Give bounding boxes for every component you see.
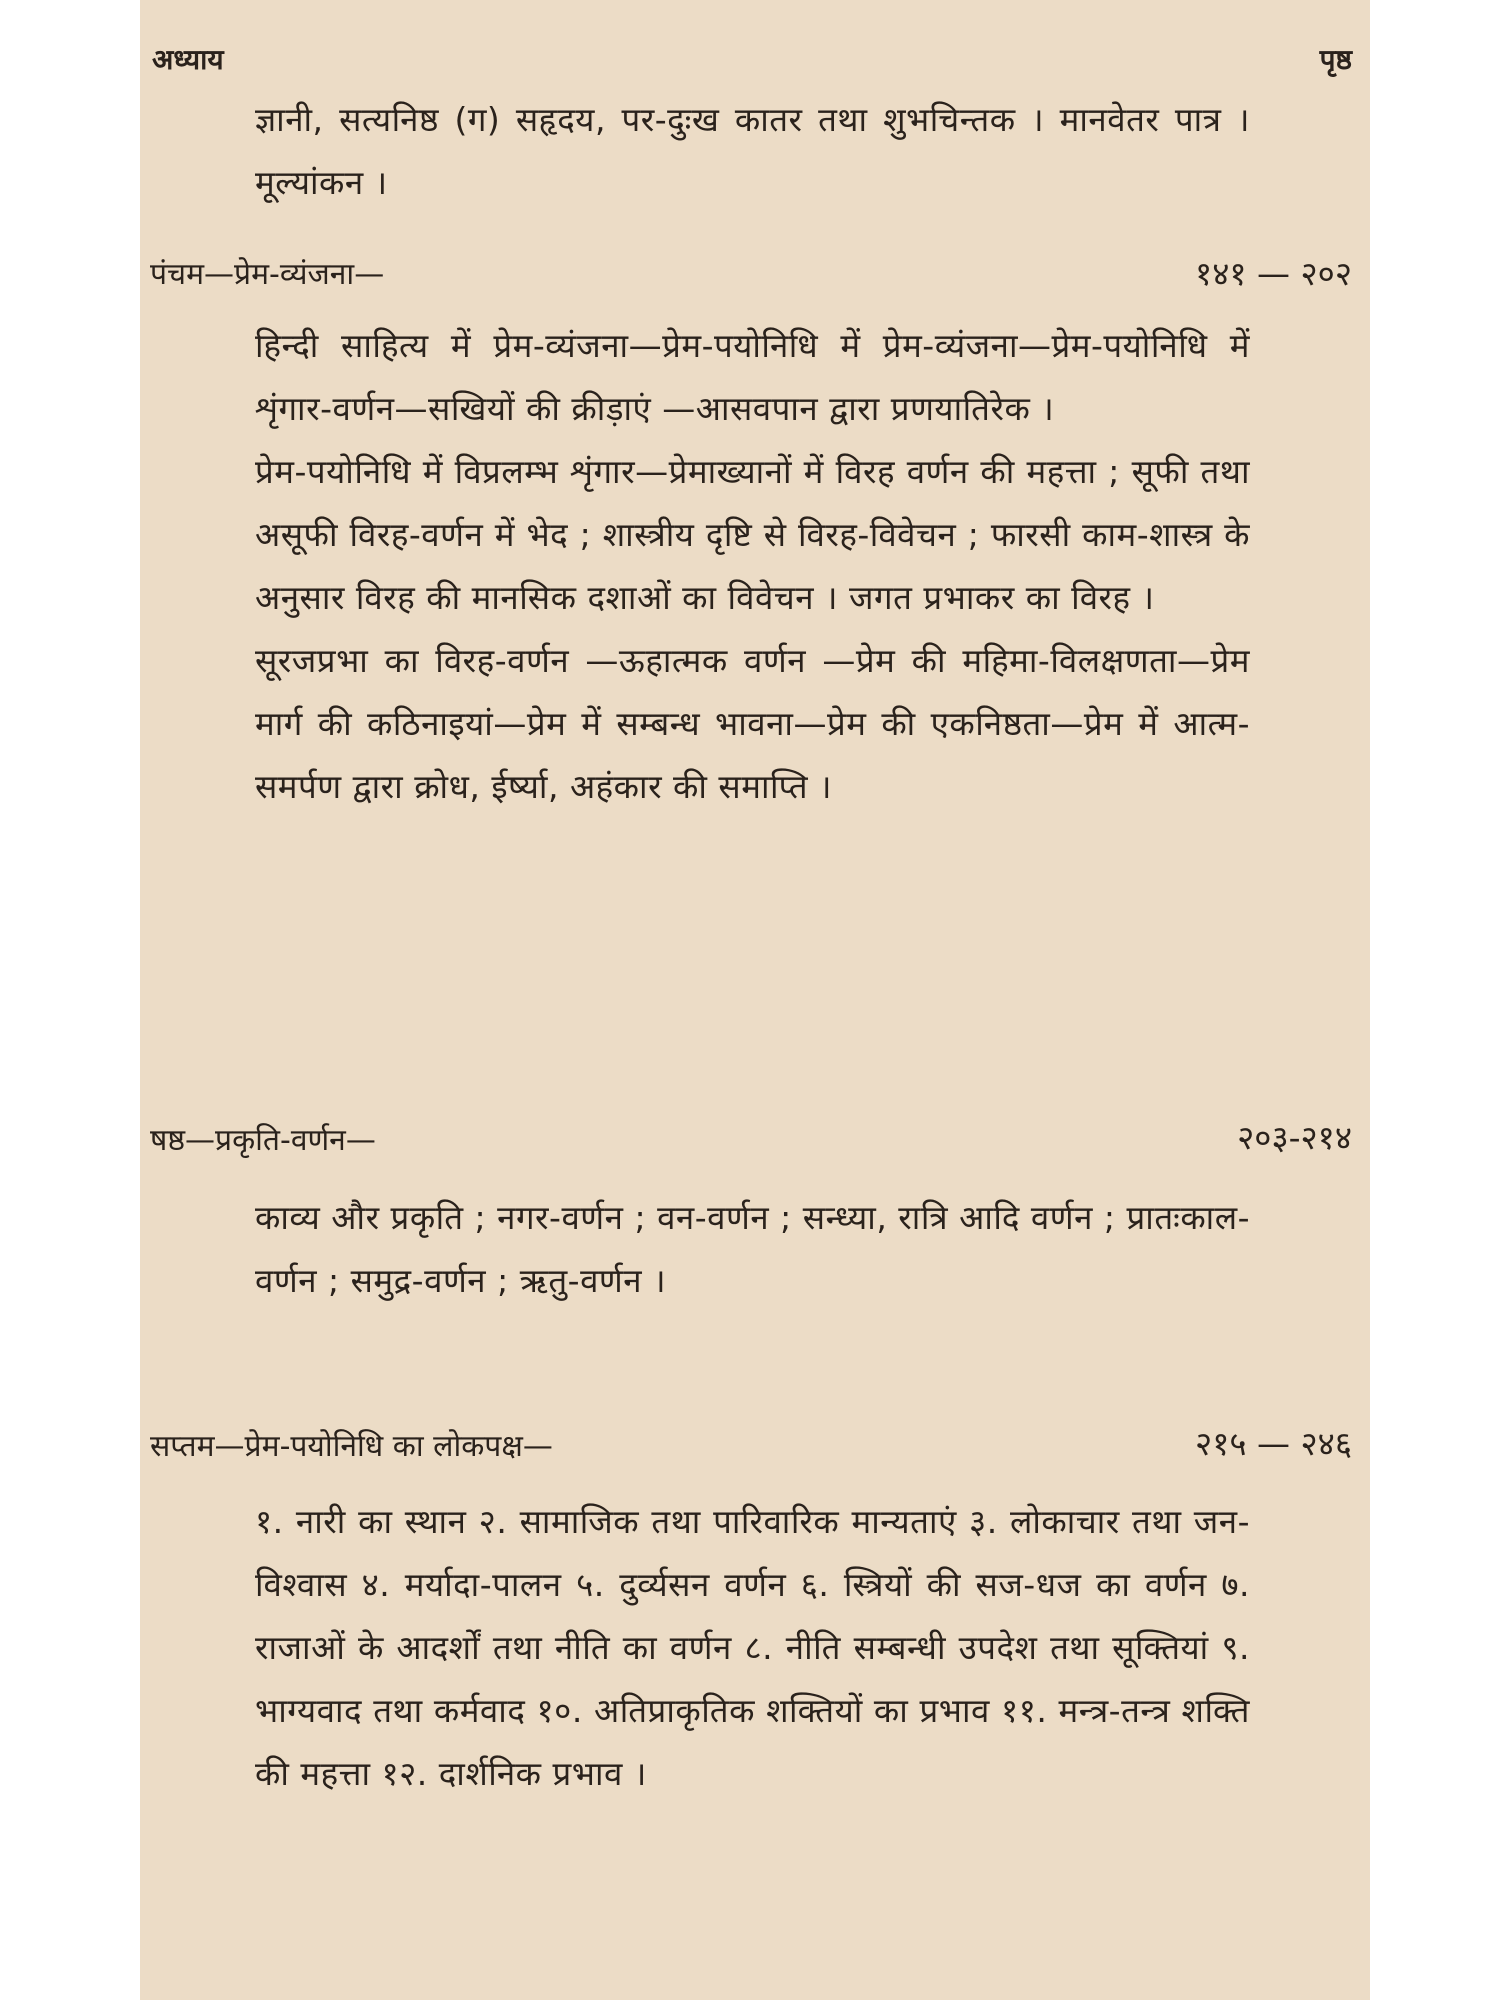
column-header-chapter: अध्याय (152, 43, 224, 76)
chapter-6-pages: २०३-२१४ (1237, 1118, 1352, 1157)
chapter-7-paragraph-1: १. नारी का स्थान २. सामाजिक तथा पारिवारिक मान्यताएं ३. लोकाचार तथा जन-विश्वास ४. मर्यादा-पालन ५. दुर्व्यसन वर्णन ६. स्त्रियों की सज-धज का वर्णन ७. राजाओं के आदर्शों तथा नीति का वर्णन ८. नीति सम्बन्धी उपदेश तथा सूक्तियां ९. भाग्यवाद तथा कर्मवाद १०. अतिप्राकृतिक शक्तियों का प्रभाव ११. मन्त्र-तन्त्र शक्ति की महत्ता १२. दार्शनिक प्रभाव । (255, 1502, 1250, 1793)
chapter-7-body (255, 1490, 1250, 1805)
chapter-5-title: पंचम—प्रेम-व्यंजना— (150, 257, 385, 292)
chapter-5-paragraph-1: हिन्दी साहित्य में प्रेम-व्यंजना—प्रेम-पयोनिधि में प्रेम-व्यंजना—प्रेम-पयोनिधि में शृंगार-वर्णन—सखियों की क्रीड़ाएं —आसवपान द्वारा प्रणयातिरेक । (255, 326, 1250, 428)
intro-paragraph: ज्ञानी, सत्यनिष्ठ (ग) सहृदय, पर-दुःख कातर तथा शुभचिन्तक । मानवेतर पात्र । मूल्यांकन । (255, 100, 1250, 202)
chapter-5-body (255, 314, 1250, 818)
book-page (140, 0, 1370, 2000)
chapter-6-title: षष्ठ—प्रकृति-वर्णन— (150, 1123, 376, 1158)
chapter-7-title: सप्तम—प्रेम-पयोनिधि का लोकपक्ष— (150, 1429, 553, 1464)
chapter-5-paragraph-3: सूरजप्रभा का विरह-वर्णन —ऊहात्मक वर्णन —प्रेम की महिमा-विलक्षणता—प्रेम मार्ग की कठिनाइयां—प्रेम में सम्बन्ध भावना—प्रेम की एकनिष्ठता—प्रेम में आत्म-समर्पण द्वारा क्रोध, ईर्ष्या, अहंकार की समाप्ति । (255, 641, 1250, 806)
chapter-7-pages: २१५ — २४६ (1195, 1424, 1352, 1463)
column-header-page: पृष्ठ (1319, 43, 1352, 76)
chapter-6-body (255, 1186, 1250, 1312)
chapter-5-pages: १४१ — २०२ (1195, 254, 1352, 293)
intro-text-block (255, 88, 1250, 214)
chapter-5-paragraph-2: प्रेम-पयोनिधि में विप्रलम्भ शृंगार—प्रेमाख्यानों में विरह वर्णन की महत्ता ; सूफी तथा असूफी विरह-वर्णन में भेद ; शास्त्रीय दृष्टि से विरह-विवेचन ; फारसी काम-शास्त्र के अनुसार विरह की मानसिक दशाओं का विवेचन । जगत प्रभाकर का विरह । (255, 452, 1250, 617)
chapter-6-paragraph-1: काव्य और प्रकृति ; नगर-वर्णन ; वन-वर्णन ; सन्ध्या, रात्रि आदि वर्णन ; प्रातःकाल-वर्णन ; समुद्र-वर्णन ; ऋतु-वर्णन । (255, 1198, 1250, 1300)
